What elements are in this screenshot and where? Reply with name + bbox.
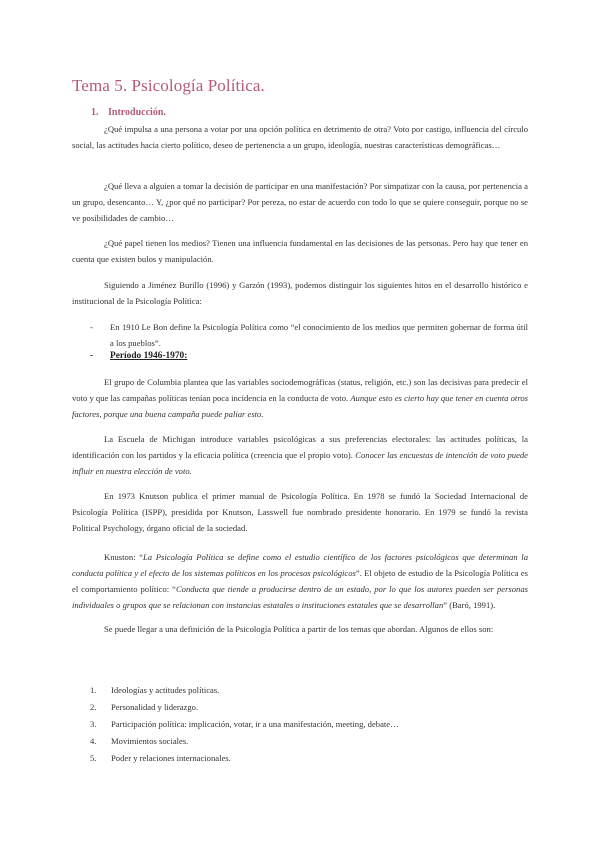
bullet-item-1 xyxy=(72,320,528,352)
section-label: Introducción. xyxy=(108,107,166,118)
section-number: 1. xyxy=(91,107,99,118)
bullet-mark: - xyxy=(90,322,93,332)
list-item-text: Poder y relaciones internacionales. xyxy=(111,752,231,763)
list-item-text: Personalidad y liderazgo. xyxy=(111,701,199,712)
list-item xyxy=(72,682,399,699)
paragraph-1: ¿Qué impulsa a una persona a votar por una opción política en detrimento de otra? Voto por castigo, influencia del círculo social, las actitudes hacia cierto político, deseo de pertenencia a un grupo, ideología, nuestras características demográficas… xyxy=(72,124,528,150)
section-heading xyxy=(91,107,166,118)
paragraph-6-note: Conocer las encuestas de intención de voto puede influir en nuestra elección de voto. xyxy=(72,449,528,476)
list-number: 5. xyxy=(90,752,97,763)
paragraph-4: Siguiendo a Jiménez Burillo (1996) y Garzón (1993), podemos distinguir los siguientes hitos en el desarrollo histórico e institucional de la Psicología Política: xyxy=(72,280,528,306)
list-item-text: Ideologías y actitudes políticas. xyxy=(111,685,220,695)
paragraph-6-text: La Escuela de Michigan introduce variables psicológicas a sus preferencias electorales: las actitudes políticas, la identificación con los partidos y la eficacia política (creencia que el propio voto). xyxy=(72,434,528,460)
paragraph-9: Se puede llegar a una definición de la Psicología Política a partir de los temas que abordan. Algunos de ellos son: xyxy=(104,624,494,634)
paragraph-8-middle: ”. El objeto de estudio de la Psicología Política es el comportamiento político: “ xyxy=(72,567,528,594)
list-item xyxy=(72,750,399,767)
paragraph-5-text: El grupo de Columbia plantea que las variables sociodemográficas (status, religión, etc.) son las decisivas para predecir el voto y que las campañas políticas tenían poca incidencia en la conducta de voto. xyxy=(72,377,528,403)
list-number: 1. xyxy=(90,685,97,695)
period-heading xyxy=(90,351,187,361)
period-label: Período 1946-1970: xyxy=(110,351,188,361)
list-item xyxy=(72,716,399,733)
paragraph-8 xyxy=(72,550,528,614)
paragraph-2: ¿Qué lleva a alguien a tomar la decisión de participar en una manifestación? Por simpatizar con la causa, por pertenencia a un grupo, desencanto… Y, ¿por qué no participar? Por pereza, no estar de acuerdo con todo lo que se quiere conseguir, porque no se ve posibilidades de cambio… xyxy=(72,181,528,223)
paragraph-3: ¿Qué papel tienen los medios? Tienen una influencia fundamental en las decisiones de las personas. Pero hay que tener en cuenta que existen bulos y manipulación. xyxy=(72,238,528,264)
list-number: 2. xyxy=(90,701,97,712)
paragraph-8-quote-2: Conducta que tiende a producirse dentro de un estado, por lo que los autores pueden ser personas individuales o grupos que se relacionan con instancias estatales o instituciones estatales que se desarrollan xyxy=(72,583,528,610)
paragraph-6 xyxy=(72,432,528,480)
paragraph-7: En 1973 Knutson publica el primer manual de Psicología Política. En 1978 se fundó la Sociedad Internacional de Psicología Política (ISPP), presidida por Knutson, Lasswell fue nombrado presidente honorario. En 1979 se fundó la revista Political Psychology, órgano oficial de la sociedad. xyxy=(72,491,528,533)
topics-list xyxy=(72,682,399,767)
paragraph-5-note: Aunque esto es cierto hay que tener en cuenta otros factores, porque una buena campaña puede paliar esto. xyxy=(72,392,528,419)
list-number: 3. xyxy=(90,718,97,729)
bullet-mark: - xyxy=(90,351,94,361)
list-item-text: Participación política: implicación, votar, ir a una manifestación, meeting, debate… xyxy=(111,718,399,729)
list-number: 4. xyxy=(90,735,97,746)
bullet-text: En 1910 Le Bon define la Psicología Política como “el conocimiento de los medios que permiten gobernar de forma útil a los pueblos”. xyxy=(110,322,528,348)
list-item xyxy=(72,699,399,716)
paragraph-8-quote-1: La Psicología Política se define como el estudio científico de los factores psicológicos que determinan la conducta política y el efecto de los sistemas políticos en los procesos psicológicos xyxy=(72,552,528,578)
list-item-text: Movimientos sociales. xyxy=(111,735,189,746)
list-item xyxy=(72,733,399,750)
paragraph-5 xyxy=(72,375,528,423)
paragraph-8-citation: ” (Baró, 1991). xyxy=(443,599,496,610)
document-title: Tema 5. Psicología Política. xyxy=(72,76,265,95)
paragraph-8-intro: Knuston: “ xyxy=(104,552,144,562)
